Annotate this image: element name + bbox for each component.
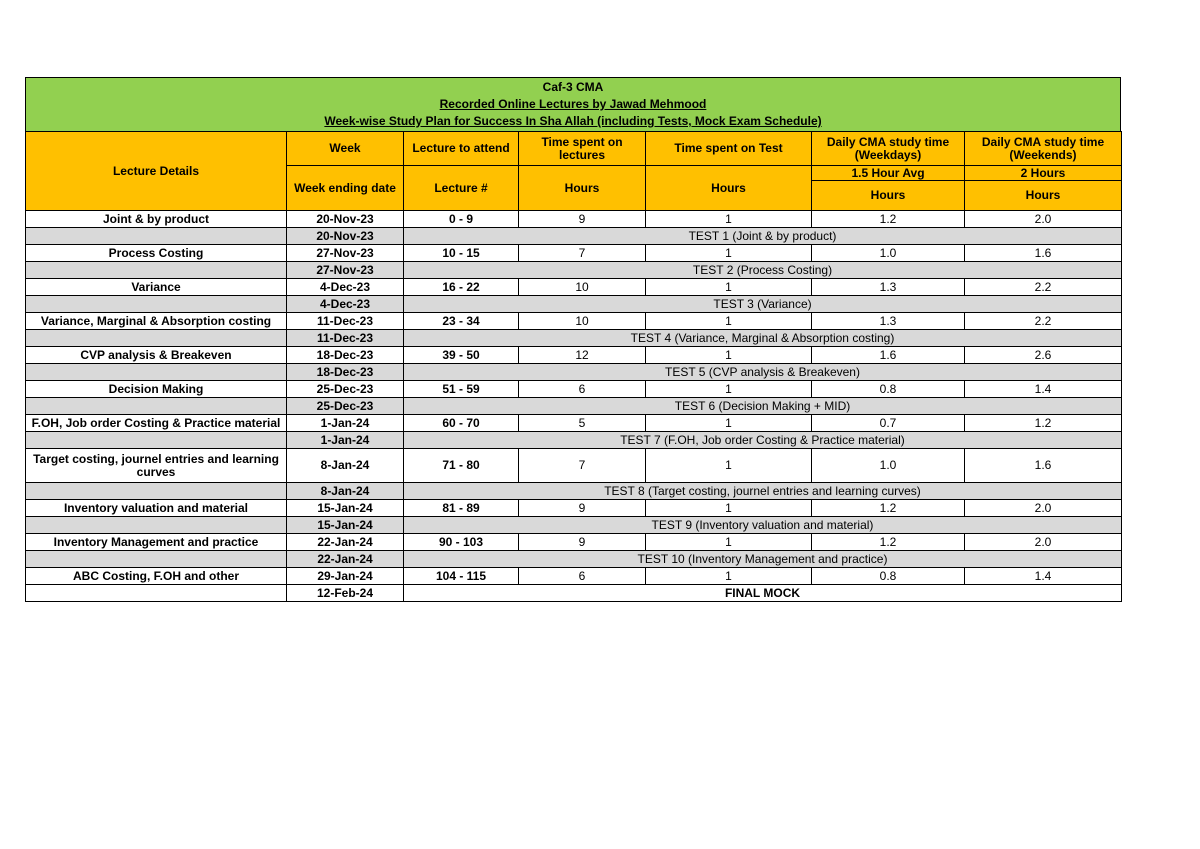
header-lecture-no: Lecture # [404, 166, 519, 211]
blank-cell [26, 398, 287, 415]
lecture-row [26, 381, 1122, 398]
test-row [26, 364, 1122, 381]
week-ending-date: 1-Jan-24 [287, 415, 404, 432]
weekday-hours: 1.0 [812, 245, 965, 262]
weekday-hours: 0.8 [812, 381, 965, 398]
lecture-hours: 12 [519, 347, 646, 364]
plan-title: Week-wise Study Plan for Success In Sha Allah (including Tests, Mock Exam Schedule) [324, 114, 822, 128]
test-hours: 1 [646, 381, 812, 398]
blank-cell [26, 432, 287, 449]
lecture-range: 60 - 70 [404, 415, 519, 432]
test-label: TEST 8 (Target costing, journel entries and learning curves) [404, 483, 1122, 500]
test-row [26, 432, 1122, 449]
week-ending-date: 20-Nov-23 [287, 228, 404, 245]
weekday-hours: 1.6 [812, 347, 965, 364]
lecture-hours: 5 [519, 415, 646, 432]
lecture-topic: Variance [26, 279, 287, 296]
blank-cell [26, 517, 287, 534]
lecture-range: 51 - 59 [404, 381, 519, 398]
week-ending-date: 20-Nov-23 [287, 211, 404, 228]
lecture-hours: 10 [519, 279, 646, 296]
lecture-row [26, 568, 1122, 585]
weekend-hours: 1.6 [965, 245, 1122, 262]
test-hours: 1 [646, 415, 812, 432]
lecture-topic: Process Costing [26, 245, 287, 262]
weekday-hours: 0.7 [812, 415, 965, 432]
weekday-hours: 1.2 [812, 500, 965, 517]
test-hours: 1 [646, 534, 812, 551]
weekend-hours: 1.6 [965, 449, 1122, 483]
test-label: TEST 6 (Decision Making + MID) [404, 398, 1122, 415]
week-ending-date: 27-Nov-23 [287, 245, 404, 262]
lecture-row [26, 313, 1122, 330]
weekend-hours: 2.6 [965, 347, 1122, 364]
week-ending-date: 11-Dec-23 [287, 313, 404, 330]
lecture-topic: Inventory valuation and material [26, 500, 287, 517]
lecture-range: 10 - 15 [404, 245, 519, 262]
lecture-row [26, 449, 1122, 483]
header-hours-lectures: Hours [519, 166, 646, 211]
weekend-hours: 2.0 [965, 500, 1122, 517]
lecture-hours: 7 [519, 245, 646, 262]
test-label: TEST 5 (CVP analysis & Breakeven) [404, 364, 1122, 381]
weekend-hours: 2.0 [965, 534, 1122, 551]
final-mock-label: FINAL MOCK [404, 585, 1122, 602]
week-ending-date: 15-Jan-24 [287, 517, 404, 534]
lecture-range: 16 - 22 [404, 279, 519, 296]
lecture-hours: 10 [519, 313, 646, 330]
week-ending-date: 12-Feb-24 [287, 585, 404, 602]
header-time-test: Time spent on Test [646, 132, 812, 166]
lecture-range: 81 - 89 [404, 500, 519, 517]
lecture-row [26, 347, 1122, 364]
lecture-topic: Target costing, journel entries and learning curves [26, 449, 287, 483]
lecture-range: 71 - 80 [404, 449, 519, 483]
study-plan-table [25, 131, 1122, 602]
week-ending-date: 11-Dec-23 [287, 330, 404, 347]
header-hours-test: Hours [646, 166, 812, 211]
lecture-topic: Variance, Marginal & Absorption costing [26, 313, 287, 330]
week-ending-date: 18-Dec-23 [287, 347, 404, 364]
title-block [25, 77, 1121, 131]
week-ending-date: 25-Dec-23 [287, 398, 404, 415]
blank-cell [26, 483, 287, 500]
weekend-hours: 1.4 [965, 381, 1122, 398]
test-row [26, 551, 1122, 568]
header-week-ending: Week ending date [287, 166, 404, 211]
test-hours: 1 [646, 211, 812, 228]
blank-cell [26, 262, 287, 279]
lecture-range: 0 - 9 [404, 211, 519, 228]
test-label: TEST 4 (Variance, Marginal & Absorption costing) [404, 330, 1122, 347]
weekend-hours: 2.2 [965, 279, 1122, 296]
weekend-hours: 1.2 [965, 415, 1122, 432]
lecture-hours: 6 [519, 381, 646, 398]
test-hours: 1 [646, 279, 812, 296]
lecture-hours: 9 [519, 500, 646, 517]
lecture-row [26, 245, 1122, 262]
weekend-hours: 2.0 [965, 211, 1122, 228]
test-row [26, 483, 1122, 500]
test-label: TEST 10 (Inventory Management and practice) [404, 551, 1122, 568]
blank-cell [26, 330, 287, 347]
lecture-range: 39 - 50 [404, 347, 519, 364]
week-ending-date: 25-Dec-23 [287, 381, 404, 398]
test-row [26, 398, 1122, 415]
lectures-title: Recorded Online Lectures by Jawad Mehmood [439, 97, 707, 111]
course-title: Caf-3 CMA [542, 80, 604, 94]
lecture-hours: 6 [519, 568, 646, 585]
header-daily-weekdays: Daily CMA study time (Weekdays) [812, 132, 965, 166]
test-hours: 1 [646, 313, 812, 330]
blank-cell [26, 296, 287, 313]
lecture-row [26, 211, 1122, 228]
test-row [26, 228, 1122, 245]
blank-cell [26, 228, 287, 245]
week-ending-date: 22-Jan-24 [287, 534, 404, 551]
test-label: TEST 2 (Process Costing) [404, 262, 1122, 279]
weekday-hours: 0.8 [812, 568, 965, 585]
week-ending-date: 15-Jan-24 [287, 500, 404, 517]
weekday-hours: 1.2 [812, 534, 965, 551]
test-hours: 1 [646, 568, 812, 585]
header-daily-weekends: Daily CMA study time (Weekends) [965, 132, 1122, 166]
final-mock-row [26, 585, 1122, 602]
header-lecture-details: Lecture Details [26, 132, 287, 211]
week-ending-date: 18-Dec-23 [287, 364, 404, 381]
header-time-lectures: Time spent on lectures [519, 132, 646, 166]
lecture-row [26, 415, 1122, 432]
blank-cell [26, 364, 287, 381]
study-plan-sheet [25, 77, 1121, 602]
lecture-range: 23 - 34 [404, 313, 519, 330]
lecture-row [26, 500, 1122, 517]
blank-cell [26, 551, 287, 568]
week-ending-date: 22-Jan-24 [287, 551, 404, 568]
week-ending-date: 8-Jan-24 [287, 449, 404, 483]
weekend-hours: 2.2 [965, 313, 1122, 330]
lecture-range: 104 - 115 [404, 568, 519, 585]
lecture-range: 90 - 103 [404, 534, 519, 551]
test-label: TEST 7 (F.OH, Job order Costing & Practice material) [404, 432, 1122, 449]
header-hours-weekends: Hours [965, 181, 1122, 211]
test-hours: 1 [646, 245, 812, 262]
week-ending-date: 27-Nov-23 [287, 262, 404, 279]
lecture-hours: 9 [519, 211, 646, 228]
lecture-hours: 7 [519, 449, 646, 483]
test-label: TEST 3 (Variance) [404, 296, 1122, 313]
test-row [26, 262, 1122, 279]
lecture-topic: ABC Costing, F.OH and other [26, 568, 287, 585]
week-ending-date: 8-Jan-24 [287, 483, 404, 500]
weekday-hours: 1.2 [812, 211, 965, 228]
header-weekdays-avg: 1.5 Hour Avg [812, 166, 965, 181]
test-hours: 1 [646, 449, 812, 483]
lecture-topic: F.OH, Job order Costing & Practice material [26, 415, 287, 432]
blank-cell [26, 585, 287, 602]
test-hours: 1 [646, 500, 812, 517]
header-weekends-avg: 2 Hours [965, 166, 1122, 181]
weekend-hours: 1.4 [965, 568, 1122, 585]
test-hours: 1 [646, 347, 812, 364]
weekday-hours: 1.0 [812, 449, 965, 483]
week-ending-date: 29-Jan-24 [287, 568, 404, 585]
test-row [26, 296, 1122, 313]
test-label: TEST 9 (Inventory valuation and material) [404, 517, 1122, 534]
lecture-row [26, 534, 1122, 551]
header-hours-weekdays: Hours [812, 181, 965, 211]
header-week: Week [287, 132, 404, 166]
lecture-topic: Joint & by product [26, 211, 287, 228]
lecture-topic: Inventory Management and practice [26, 534, 287, 551]
lecture-hours: 9 [519, 534, 646, 551]
test-label: TEST 1 (Joint & by product) [404, 228, 1122, 245]
week-ending-date: 4-Dec-23 [287, 279, 404, 296]
test-row [26, 330, 1122, 347]
lecture-topic: Decision Making [26, 381, 287, 398]
header-lecture-to-attend: Lecture to attend [404, 132, 519, 166]
lecture-topic: CVP analysis & Breakeven [26, 347, 287, 364]
weekday-hours: 1.3 [812, 313, 965, 330]
weekday-hours: 1.3 [812, 279, 965, 296]
test-row [26, 517, 1122, 534]
lecture-row [26, 279, 1122, 296]
week-ending-date: 4-Dec-23 [287, 296, 404, 313]
week-ending-date: 1-Jan-24 [287, 432, 404, 449]
